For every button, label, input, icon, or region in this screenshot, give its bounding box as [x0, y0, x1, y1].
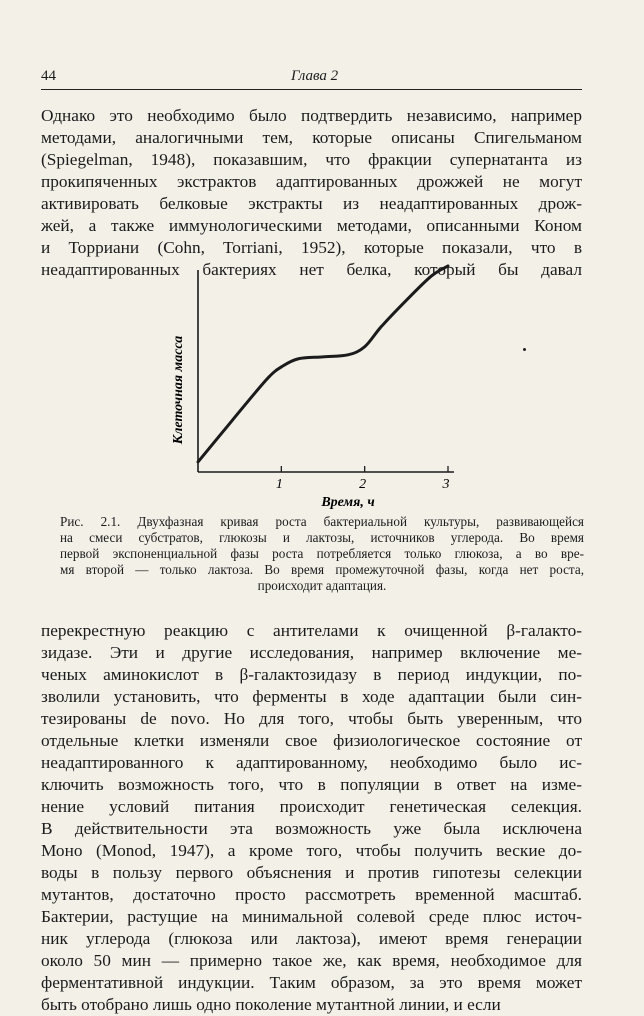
- text-line: неадаптированного к адаптированному, необходимо было ис-: [41, 753, 582, 772]
- text-line: В действительности эта возможность уже была исключена: [41, 819, 582, 838]
- header-rule: [41, 89, 582, 90]
- text-line: тезированы de novo. Но для того, чтобы быть уверенным, что: [41, 709, 582, 728]
- x-tick-label: 3: [442, 477, 450, 492]
- print-speck: [523, 348, 526, 351]
- growth-chart: [160, 260, 480, 520]
- caption-line: на смеси субстратов, глюкозы и лактозы, источников углерода. Во время: [60, 530, 584, 545]
- text-line: ключить возможность того, что в популяции в ответ на изме-: [41, 775, 582, 794]
- x-tick-label: 2: [359, 477, 367, 492]
- text-line: около 50 мин — примерно такое же, как время, необходимое для: [41, 951, 582, 970]
- caption-line: происходит адаптация.: [257, 578, 387, 593]
- figure-caption: [60, 514, 584, 594]
- paragraph-top: [41, 105, 582, 281]
- text-line: Однако это необходимо было подтвердить независимо, например: [41, 106, 582, 125]
- text-line: быть отобрано лишь одно поколение мутантной линии, и если: [41, 995, 501, 1014]
- text-line: Моно (Monod, 1947), а кроме того, чтобы получить веские до-: [41, 841, 582, 860]
- caption-line: первой экспоненциальной фазы роста потребляется только глюкоза, а во вре-: [60, 546, 584, 561]
- chapter-title: Глава 2: [291, 68, 339, 84]
- text-line: ферментативной индукции. Таким образом, за это время может: [41, 973, 582, 992]
- text-line: перекрестную реакцию с антителами к очищенной β-галакто-: [41, 621, 582, 640]
- page-header: [41, 68, 582, 90]
- text-line: отдельные клетки изменяли свое физиологическое состояние от: [41, 731, 582, 750]
- page-number: 44: [41, 68, 56, 84]
- paragraph-bottom: [41, 620, 582, 1016]
- text-line: методами, аналогичными тем, которые описаны Спигельманом: [41, 128, 582, 147]
- text-line: неадаптированных бактериях нет белка, который бы давал: [41, 260, 582, 279]
- text-line: нение условий питания происходит генетическая селекция.: [41, 797, 582, 816]
- text-line: прокипяченных экстрактов адаптированных дрожжей не могут: [41, 172, 582, 191]
- x-axis-label: Время, ч: [321, 495, 375, 510]
- text-line: мутантов, достаточно просто рассмотреть временной масштаб.: [41, 885, 582, 904]
- text-line: зидазе. Эти и другие исследования, например включение ме-: [41, 643, 582, 662]
- text-line: ник углерода (глюкоза или лактоза), имеют время генерации: [41, 929, 582, 948]
- caption-line: мя второй — только лактоза. Во время промежуточной фазы, когда нет роста,: [60, 562, 584, 577]
- text-line: Бактерии, растущие на минимальной солевой среде плюс источ-: [41, 907, 582, 926]
- growth-curve-line: [198, 266, 448, 462]
- text-line: зволили установить, что ферменты в ходе адаптации были син-: [41, 687, 582, 706]
- text-line: воды в пользу первого объяснения и против гипотезы селекции: [41, 863, 582, 882]
- text-line: жей, а также иммунологическими методами, описанными Коном: [41, 216, 582, 235]
- text-line: активировать белковые экстракты из неадаптированных дрож-: [41, 194, 582, 213]
- text-line: ченых аминокислот в β-галактозидазу в период индукции, по-: [41, 665, 582, 684]
- text-line: (Spiegelman, 1948), показавшим, что фракции супернатанта из: [41, 150, 582, 169]
- x-tick-label: 1: [275, 477, 283, 492]
- caption-line: Рис. 2.1. Двухфазная кривая роста бактериальной культуры, развивающейся: [60, 514, 584, 529]
- y-axis-label: Клеточная масса: [171, 335, 186, 445]
- text-line: и Торриани (Cohn, Torriani, 1952), которые показали, что в: [41, 238, 582, 257]
